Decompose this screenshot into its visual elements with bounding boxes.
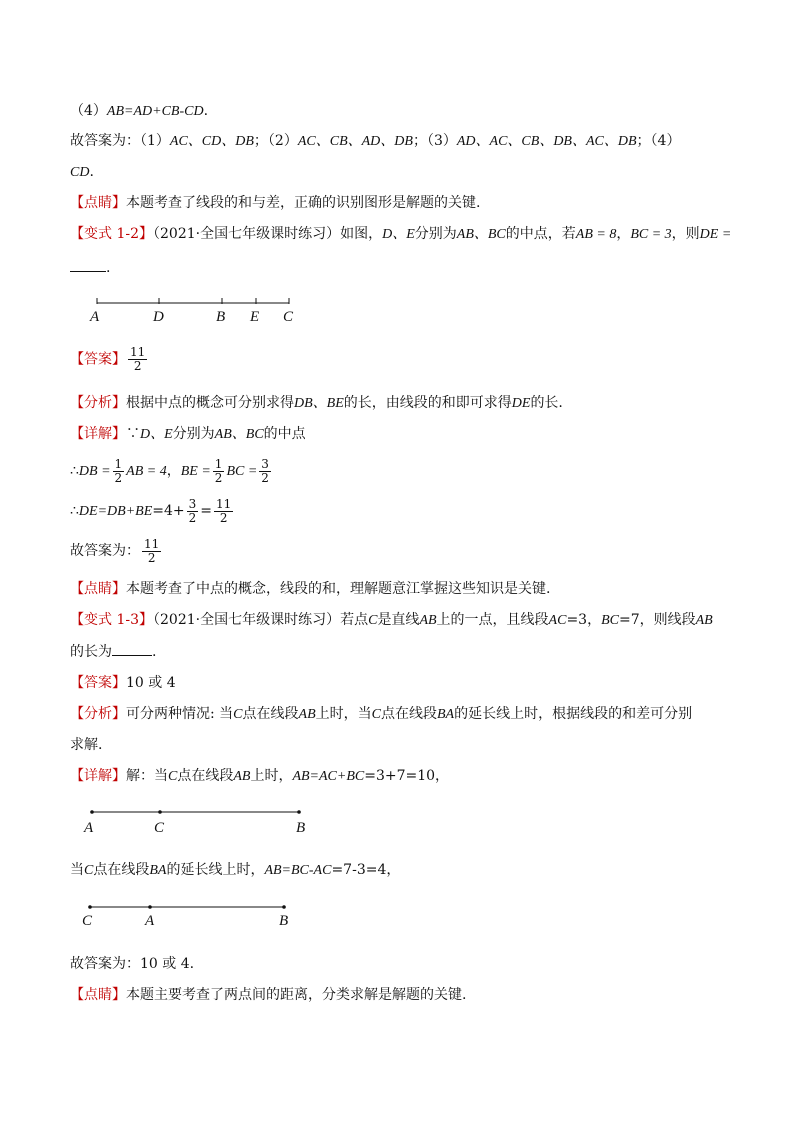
text: 故答案为：（1）	[70, 133, 170, 149]
section-tag: 【点睛】	[70, 987, 126, 1003]
text: 的长.	[530, 395, 563, 411]
fraction	[128, 346, 147, 373]
analysis-1-3-cont	[70, 735, 102, 755]
comment-2	[70, 579, 550, 599]
point-c	[158, 810, 162, 814]
detail-1-3	[70, 766, 449, 787]
text: AB = 4	[126, 464, 167, 479]
text: AB = 8	[575, 227, 617, 242]
text: BC = 3	[630, 227, 672, 242]
section-tag: 【答案】	[70, 351, 126, 368]
text: C	[233, 707, 243, 722]
text: D、E	[382, 227, 415, 242]
text: 的中点	[263, 426, 306, 442]
section-tag: 【点睛】	[70, 581, 126, 597]
detail-1-3-case2	[70, 860, 400, 881]
answer-value: CD	[70, 165, 90, 180]
text: 当	[70, 862, 84, 878]
text: =3，	[566, 612, 602, 628]
text: ；（2）	[253, 133, 298, 149]
section-tag: 【变式 1-2】	[70, 226, 153, 242]
text: 的长，由线段的和即可求得	[343, 395, 512, 411]
section-tag: 【答案】	[70, 675, 126, 691]
point-b	[297, 810, 301, 814]
text: C	[168, 769, 178, 784]
point-label: E	[250, 309, 260, 325]
answer-line-4	[70, 101, 208, 122]
answer-value: AD、AC、CB、DB、AC、DB	[456, 134, 637, 149]
section-tag: 【点睛】	[70, 195, 126, 211]
equation: AB=AD+CB-CD	[106, 104, 204, 119]
segment-figure-1	[80, 290, 310, 330]
text: .	[89, 164, 94, 180]
text: =7，则线段	[618, 612, 696, 628]
point-label: D	[153, 309, 164, 325]
numerator: 11	[216, 496, 232, 511]
text: ；（4）	[636, 133, 681, 149]
denominator: 2	[133, 359, 142, 373]
analysis-1-3	[70, 704, 692, 725]
section-tag: 【变式 1-3】	[70, 612, 153, 628]
text: .	[203, 103, 209, 119]
numerator: 1	[114, 456, 123, 471]
text: BE =	[180, 464, 211, 479]
equation-2	[70, 496, 235, 527]
text: DE	[511, 396, 531, 411]
problem-1-3-cont	[70, 641, 156, 662]
equation-1	[70, 456, 273, 487]
text: AB、BC	[214, 427, 264, 442]
text: 上时，	[250, 768, 293, 784]
point-label: C	[154, 820, 165, 836]
section-tag: 【详解】	[70, 768, 126, 784]
text: D、E	[140, 427, 173, 442]
denominator: 2	[214, 470, 223, 485]
comment-1	[70, 193, 480, 213]
text: BA	[436, 707, 455, 722]
comment-3	[70, 985, 466, 1005]
answer-blank	[112, 641, 152, 656]
text: （4）	[70, 103, 107, 119]
text: 的延长线上时，根据线段的和差可分别	[454, 706, 693, 722]
analysis-1-2	[70, 393, 563, 414]
fraction	[213, 458, 225, 485]
text: 的长为	[70, 644, 112, 660]
answer-1-3	[70, 673, 176, 693]
comment-text: 本题主要考查了两点间的距离，分类求解是解题的关键.	[126, 987, 467, 1003]
text: AB=AC+BC	[292, 769, 365, 784]
text: 可分两种情况: 当	[126, 706, 234, 722]
text: 点在线段	[93, 862, 150, 878]
text: DE=DB+BE	[78, 504, 153, 519]
text: AB、BC	[456, 227, 506, 242]
text: ∵	[126, 426, 140, 442]
denominator: 2	[219, 510, 228, 525]
problem-1-3	[70, 610, 713, 631]
text: 点在线段	[177, 768, 234, 784]
text: 故答案为：	[70, 543, 140, 559]
text: ，	[616, 226, 631, 242]
text: =3+7=10，	[364, 768, 450, 784]
text: ，	[166, 463, 181, 479]
problem-1-2	[70, 224, 731, 245]
text: 点在线段	[380, 706, 437, 722]
answer-blank	[70, 257, 106, 272]
answer-value: AC、CB、AD、DB	[297, 134, 413, 149]
numerator: 3	[188, 496, 197, 511]
text: 解：当	[126, 768, 168, 784]
point-c	[88, 905, 92, 909]
fraction	[187, 498, 199, 525]
text: AB	[298, 707, 316, 722]
section-tag: 【分析】	[70, 706, 126, 722]
text: （2021·全国七年级课时练习）若点	[153, 612, 369, 628]
text: DB =	[78, 464, 111, 479]
point-label: A	[84, 820, 94, 836]
fraction	[113, 458, 125, 485]
answer-1-2	[70, 346, 149, 373]
final-answer-1-3	[70, 954, 194, 974]
text: C	[371, 707, 381, 722]
text: AC	[548, 613, 567, 628]
text: 求解.	[70, 737, 103, 753]
segment-figure-2	[78, 800, 318, 840]
text: 根据中点的概念可分别求得	[126, 395, 294, 411]
final-answer-line	[70, 131, 680, 152]
numerator: 11	[130, 345, 146, 359]
text: .	[106, 260, 111, 276]
final-answer-1-2	[70, 536, 163, 566]
numerator: 3	[261, 456, 269, 471]
text: ；（3）	[412, 133, 457, 149]
point-label: B	[296, 820, 306, 836]
text: DB、BE	[294, 396, 344, 411]
point-label: B	[216, 309, 226, 325]
text: 分别为	[414, 226, 457, 242]
text: =4+	[152, 503, 185, 519]
fraction	[142, 538, 161, 565]
denominator: 2	[147, 550, 156, 565]
answer-value: AC、CD、DB	[169, 134, 254, 149]
text: ∴	[70, 503, 79, 519]
text: 的中点，若	[505, 226, 576, 242]
problem-1-2-blank	[70, 257, 110, 278]
text: BC =	[226, 464, 258, 479]
text: AB	[233, 769, 251, 784]
numerator: 1	[214, 456, 223, 471]
text: 点在线段	[242, 706, 299, 722]
comment-text: 本题考查了中点的概念，线段的和，理解题意江掌握这些知识是关键.	[126, 581, 551, 597]
text: DE =	[699, 227, 732, 242]
point-label: B	[279, 913, 289, 929]
text: 上时，当	[315, 706, 372, 722]
denominator: 2	[114, 470, 123, 485]
point-label: C	[82, 913, 93, 929]
section-tag: 【详解】	[70, 426, 126, 442]
detail-1-2	[70, 424, 306, 445]
point-label: A	[145, 913, 155, 929]
text: AB	[419, 613, 437, 628]
text: =7-3=4，	[331, 862, 401, 878]
text: C	[84, 863, 94, 878]
numerator: 11	[144, 536, 160, 551]
final-answer-cont	[70, 162, 94, 183]
text: （2021·全国七年级课时练习）如图，	[153, 226, 383, 242]
text: ，则	[671, 226, 700, 242]
text: BA	[149, 863, 167, 878]
segment-figure-3	[78, 895, 318, 935]
point-a	[90, 810, 94, 814]
text: 故答案为：10 或 4.	[70, 956, 195, 972]
point-a	[148, 905, 152, 909]
fraction	[214, 498, 233, 525]
text: 分别为	[172, 426, 215, 442]
text: AB	[695, 613, 713, 628]
text: C	[368, 613, 378, 628]
text: 的延长线上时，	[166, 862, 265, 878]
denominator: 2	[261, 470, 269, 485]
section-tag: 【分析】	[70, 395, 126, 411]
point-label: C	[283, 309, 294, 325]
point-b	[282, 905, 286, 909]
text: AB=BC-AC	[264, 863, 332, 878]
text: .	[152, 644, 157, 660]
point-label: A	[90, 309, 100, 325]
text: 上的一点，且线段	[436, 612, 549, 628]
text: =	[200, 503, 212, 519]
answer-text: 10 或 4	[126, 675, 176, 691]
text: 是直线	[377, 612, 420, 628]
comment-text: 本题考查了线段的和与差，正确的识别图形是解题的关键.	[126, 195, 481, 211]
fraction	[259, 458, 271, 485]
denominator: 2	[188, 510, 197, 525]
text: BC	[601, 613, 619, 628]
text: ∴	[70, 463, 79, 479]
